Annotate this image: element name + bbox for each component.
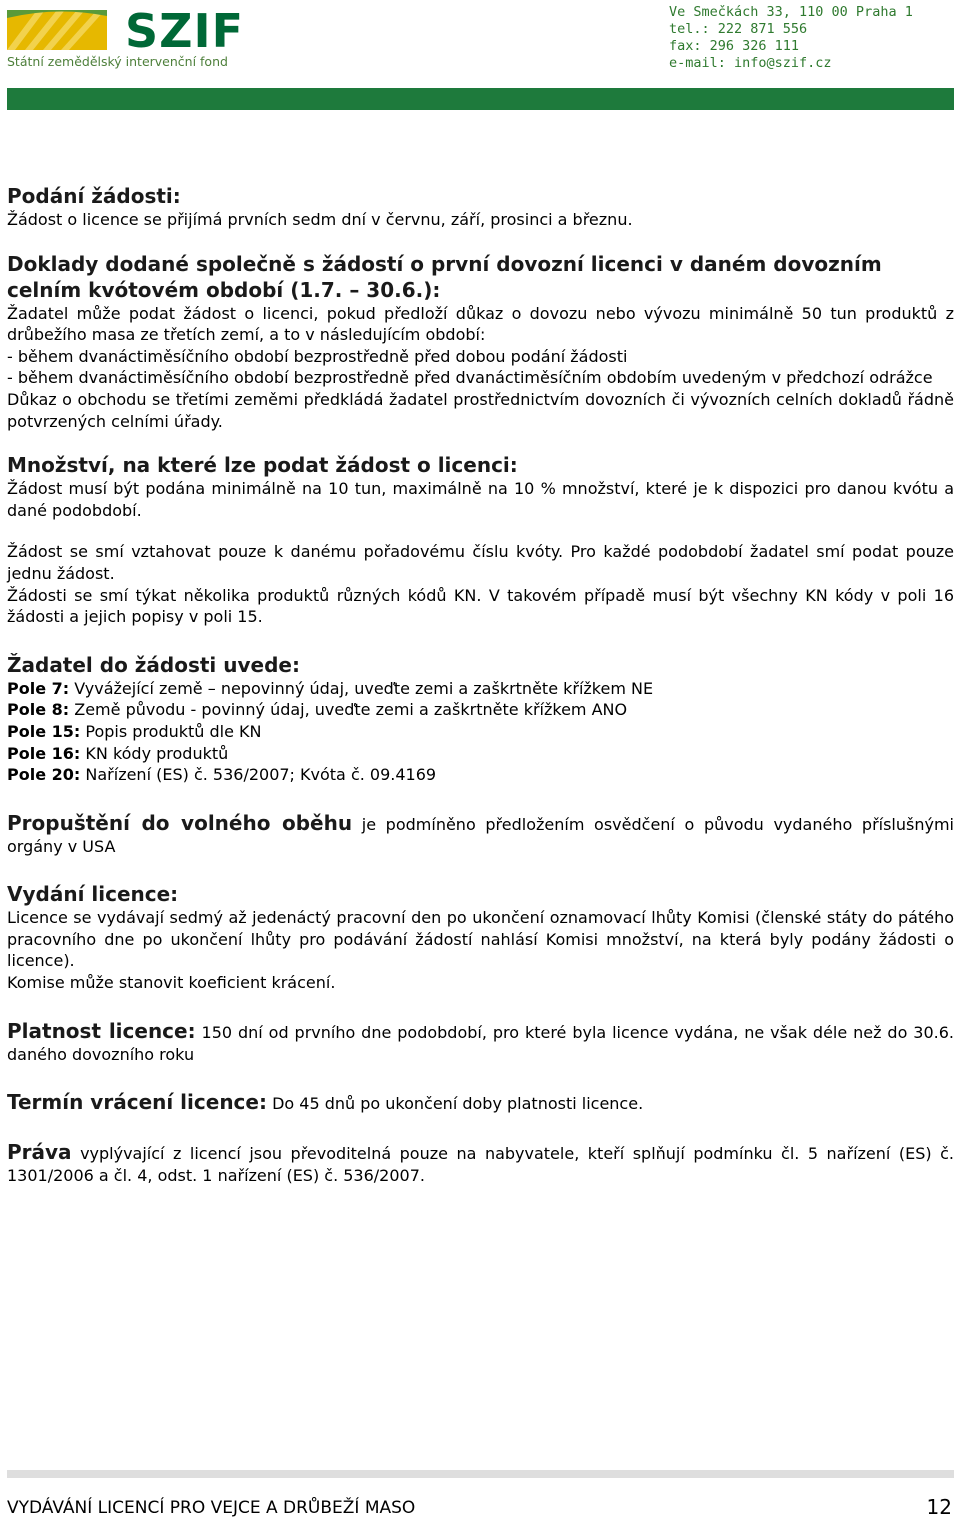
text-doklady-2: - během dvanáctiměsíčního období bezprostředně před dobou podání žádosti [7, 346, 628, 366]
szif-logo [7, 4, 267, 70]
page-number: 12 [926, 1495, 952, 1519]
termin: Termín vrácení licence: Do 45 dnů po ukončení doby platnosti licence. [7, 1090, 644, 1115]
logo-text: SZIF [125, 4, 245, 58]
text-podani: Žádost o licence se přijímá prvních sedm dní v červnu, září, prosinci a březnu. [7, 210, 633, 229]
text-vydani-1: Licence se vydávají sedmý až jedenáctý pracovní den po ukončení oznamovací lhůty Komisi (členské státy do pátého pracovního dne po ukončení lhůty pro podávání žádostí nahlásí Komisi množství, na která byly podány žádosti o licence). [7, 908, 954, 971]
email-link[interactable]: e-mail: info@szif.cz [669, 55, 832, 71]
pole-8: Pole 8: Země původu - povinný údaj, uveďte zemi a zaškrtněte křížkem ANO [7, 700, 628, 720]
field-stripes-icon [7, 10, 107, 50]
text-vydani-2: Komise může stanovit koeficient krácení. [7, 973, 336, 993]
fax: fax: 296 326 111 [669, 38, 800, 54]
text-mnozstvi-2: Žádost se smí vztahovat pouze k danému pořadovému číslu kvóty. Pro každé podobdobí žadatel smí podat pouze jednu žádost. [7, 542, 954, 583]
text-doklady-4: Důkaz o obchodu se třetími zeměmi předkládá žadatel prostřednictvím dovozních či vývozních celních dokladů řádně potvrzených celními úřady. [7, 389, 954, 431]
footer-title: VYDÁVÁNÍ LICENCÍ PRO VEJCE A DRŮBEŽÍ MASO [7, 1498, 416, 1518]
prava: Práva vyplývající z licencí jsou převoditelná pouze na nabyvatele, kteří splňují podmínku čl. 5 nařízení (ES) č. 1301/2006 a čl. 4, odst. 1 nařízení (ES) č. 536/2007. [7, 1140, 954, 1186]
document-body [7, 183, 954, 1187]
heading-mnozstvi: Množství, na které lze podat žádost o licenci: [7, 453, 518, 478]
logo-subtitle: Státní zemědělský intervenční fond [7, 54, 228, 69]
propusteni: Propuštění do volného oběhu je podmíněno předložením osvědčení o původu vydaného příslušnými orgány v USA [7, 810, 954, 856]
contact-info [669, 4, 913, 72]
phone: tel.: 222 871 556 [669, 21, 808, 37]
page-header [0, 0, 960, 112]
text-doklady-3: - během dvanáctiměsíčního období bezprostředně před dvanáctiměsíčním obdobím uvedeným v předchozí odrážce [7, 368, 933, 388]
footer-rule [7, 1470, 954, 1478]
pole-7: Pole 7: Vyvážející země – nepovinný údaj, uveďte zemi a zaškrtněte křížkem NE [7, 678, 654, 698]
text-doklady-1: Žadatel může podat žádost o licenci, pokud předloží důkaz o dovozu nebo vývozu minimálně 50 tun produktů z drůbežího masa ze třetích zemí, a to v následujícím období: [7, 303, 954, 345]
text-mnozstvi-3: Žádosti se smí týkat několika produktů různých kódů KN. V takovém případě musí být všechny KN kódy v poli 16 žádosti a jejich popisy v poli 15. [7, 585, 954, 627]
pole-20: Pole 20: Nařízení (ES) č. 536/2007; Kvóta č. 09.4169 [7, 765, 437, 785]
header-bar [7, 88, 954, 110]
heading-zadatel: Žadatel do žádosti uvede: [7, 652, 300, 677]
address: Ve Smečkách 33, 110 00 Praha 1 [669, 4, 913, 20]
heading-podani: Podání žádosti: [7, 184, 181, 208]
pole-16: Pole 16: KN kódy produktů [7, 743, 229, 763]
platnost: Platnost licence: 150 dní od prvního dne podobdobí, pro které byla licence vydána, ne však déle než do 30.6. daného dovozního roku [7, 1018, 955, 1064]
heading-vydani: Vydání licence: [7, 882, 179, 907]
heading-doklady: Doklady dodané společně s žádostí o první dovozní licenci v daném dovozním celním kvótovém období (1.7. – 30.6.): [7, 251, 882, 302]
text-mnozstvi-1: Žádost musí být podána minimálně na 10 tun, maximálně na 10 % množství, které je k dispozici pro danou kvótu a dané podobdobí. [7, 479, 954, 520]
pole-15: Pole 15: Popis produktů dle KN [7, 721, 262, 741]
